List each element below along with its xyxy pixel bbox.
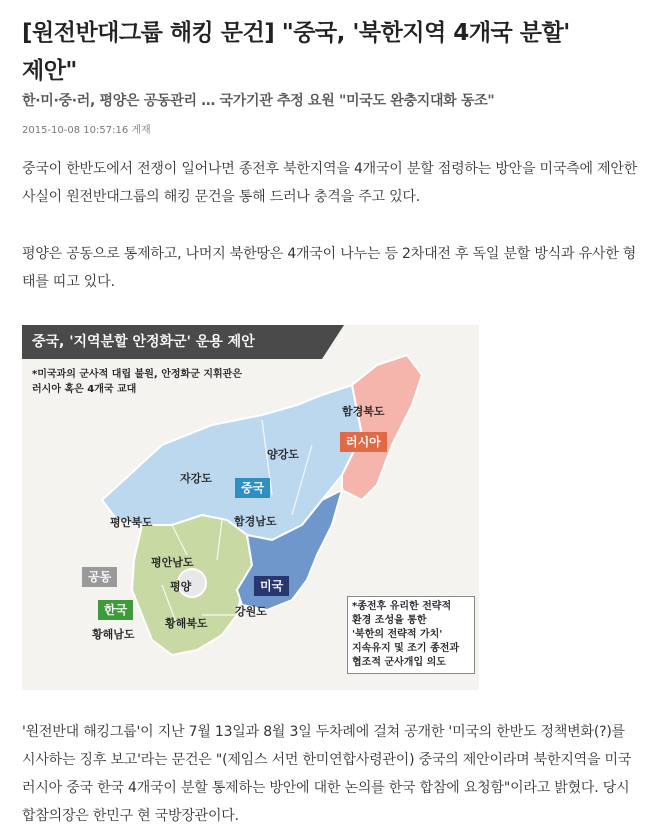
- figure-note-bottom-line-5: 협조적 군사개입 의도: [352, 657, 446, 668]
- headline-line-2: 제안": [22, 58, 77, 84]
- region-label-hamgyeong-south: 함경남도: [234, 515, 277, 528]
- paragraph-2: 평양은 공동으로 통제하고, 나머지 북한땅은 4개국이 나누는 등 2차대전 후 독일 분할 방식과 유사한 형태를 띠고 있다.: [22, 246, 637, 290]
- region-label-gangwon: 강원도: [235, 605, 267, 618]
- figure-note-bottom-line-4: 지속유지 및 조기 종전과: [352, 643, 460, 654]
- tag-usa: 미국: [254, 576, 289, 596]
- figure-note-bottom: [347, 596, 475, 674]
- paragraph-1: 중국이 한반도에서 전쟁이 일어나면 종전후 북한지역을 4개국이 분할 점령하는 방안을 미국측에 제안한 사실이 원전반대그룹의 해킹 문건을 통해 드러나 충격을 주고 있다.: [22, 161, 638, 205]
- figure-banner: 중국, '지역분할 안정화군' 운용 제안: [22, 325, 322, 359]
- region-label-yanggang: 양강도: [267, 448, 299, 461]
- map-figure: [22, 325, 479, 690]
- figure-banner-tail: [322, 325, 344, 359]
- figure-note-top-line-1: *미국과의 군사적 대립 불원, 안정화군 지휘관은: [32, 369, 242, 380]
- subheadline: 한·미·중·러, 평양은 공동관리 … 국가기관 추정 요원 "미국도 완충지대화 동조": [22, 93, 495, 109]
- region-label-jagang: 자강도: [180, 472, 212, 485]
- region-label-pyongyang: 평양: [170, 580, 192, 593]
- figure-note-top-line-2: 러시아 혹은 4개국 교대: [32, 384, 137, 395]
- headline-line-1: [원전반대그룹 해킹 문건] "중국, '북한지역 4개국 분할': [22, 20, 570, 46]
- figure-note-top: [32, 367, 302, 397]
- headline: [22, 14, 642, 90]
- region-label-pyeongan-north: 평안북도: [110, 516, 153, 529]
- region-label-hwanghae-south: 황해남도: [92, 628, 135, 641]
- dateline: 2015-10-08 10:57:16 게재: [22, 125, 151, 136]
- tag-korea: 한국: [98, 600, 133, 620]
- region-label-pyeongan-south: 평안남도: [151, 556, 194, 569]
- region-label-hamgyeong-north: 함경북도: [342, 405, 385, 418]
- figure-note-bottom-line-2: 환경 조성을 통한: [352, 615, 427, 626]
- region-label-hwanghae-north: 황해북도: [165, 617, 208, 630]
- paragraph-3: '원전반대 해킹그룹'이 지난 7월 13일과 8월 3일 두차례에 걸쳐 공개한 '미국의 한반도 정책변화(?)를 시사하는 징후 보고'라는 문건은 "(제임스 서먼 한미연합사령관이) 중국의 제안이라며 북한지역을 미국 러시아 중국 한국 4개국이 분할 통제하는 방안에 대한 논의를 한국 합참에 요청함"이라고 밝혔다. 당시 합참의장은 한민구 현 국방장관이다.: [22, 724, 632, 824]
- tag-russia: 러시아: [340, 432, 387, 452]
- figure-note-bottom-line-3: '북한의 전략적 가치': [352, 629, 443, 640]
- figure-note-bottom-line-1: *종전후 유리한 전략적: [352, 601, 452, 612]
- tag-china: 중국: [235, 478, 270, 498]
- tag-joint: 공동: [82, 567, 117, 587]
